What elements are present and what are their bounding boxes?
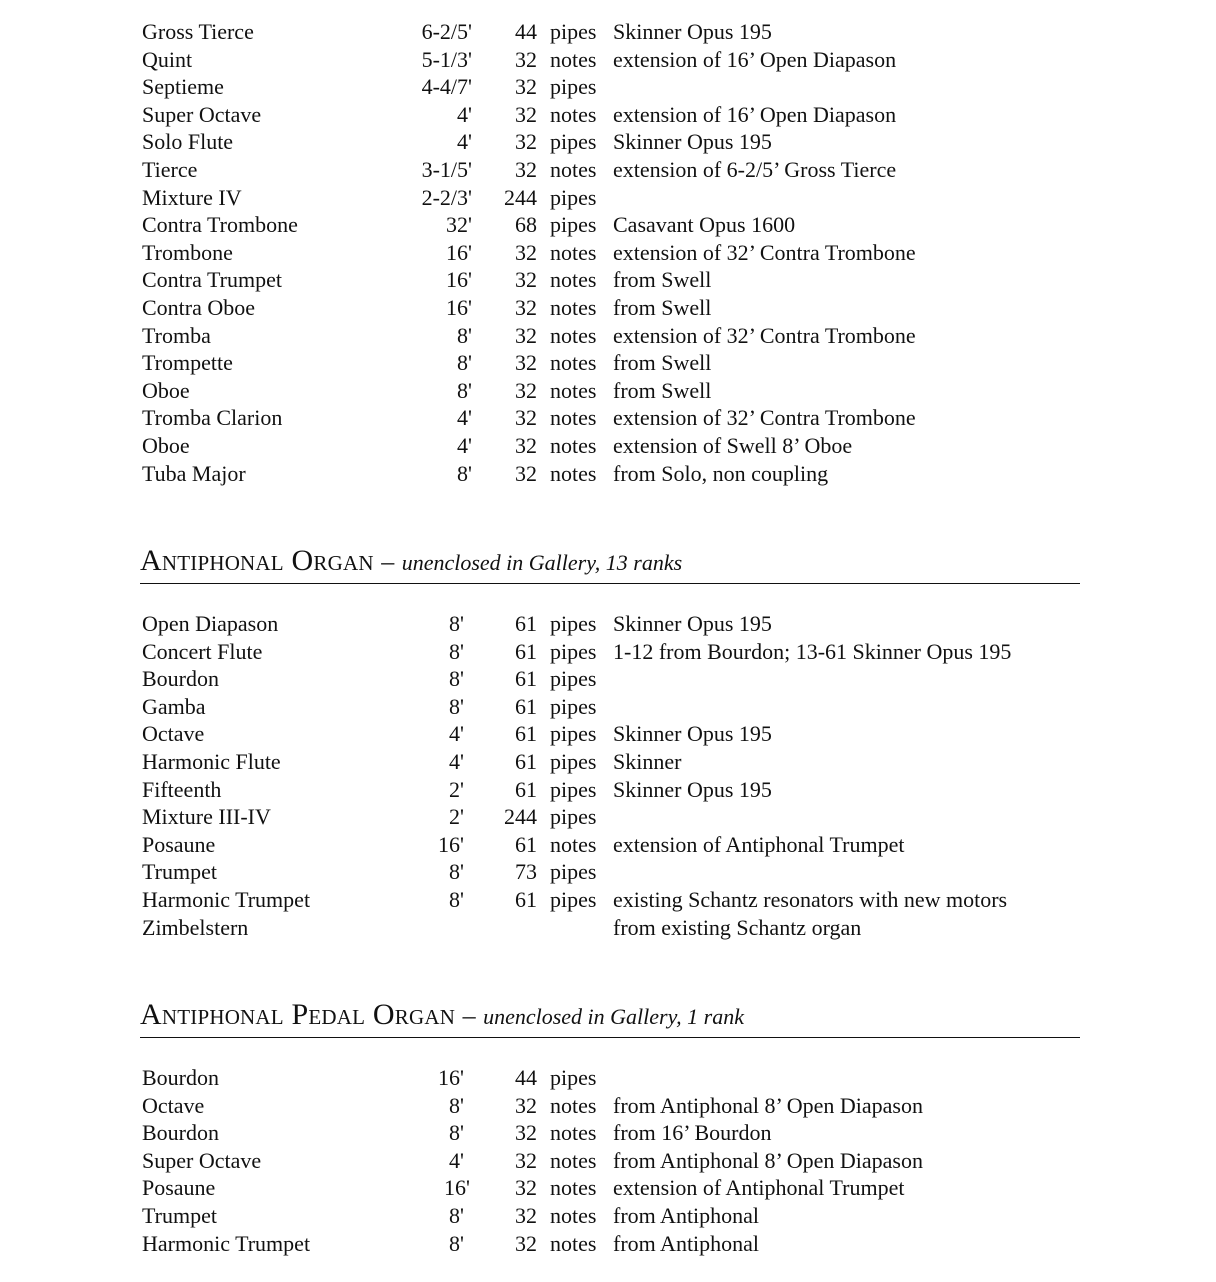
stop-stop: Harmonic Trumpet [142,886,311,912]
pedal-stop-list [142,18,1082,487]
stop-note: extension of Antiphonal Trumpet [613,831,905,857]
stop-count: 68 [515,212,537,238]
stop-note: Skinner Opus 195 [613,611,772,636]
stop-row [142,886,1082,914]
stop-pitch: 4' [449,748,464,774]
stop-pitch: 3-1/5' [421,156,472,182]
stop-unit: pipes [550,19,597,44]
stop-row [142,693,1082,721]
stop-stop: Super Octave [142,1147,262,1173]
stop-count: 32 [515,294,537,320]
section-subtitle: unenclosed in Gallery, 1 rank [483,1004,744,1029]
stop-unit: pipes [550,638,597,664]
stop-count: 32 [515,405,537,431]
stop-note: extension of 32’ Contra Trombone [613,239,916,265]
stop-count: 32 [515,377,537,403]
stop-note: from 16’ Bourdon [613,1120,772,1146]
stop-count: 61 [515,886,537,912]
stop-note: from Solo, non coupling [613,460,829,486]
stop-pitch: 4-4/7' [421,74,472,100]
stop-stop: Trumpet [142,859,217,885]
stop-unit: notes [550,405,597,431]
stop-pitch: 8' [457,460,472,486]
stop-note: from existing Schantz organ [613,914,862,940]
stop-note: from Swell [613,267,712,293]
stop-count: 61 [515,721,537,747]
stop-row [142,720,1082,748]
stop-stop: Mixture IV [142,184,242,210]
stop-pitch: 4' [457,405,472,431]
stop-row [142,638,1082,666]
stop-unit: notes [550,322,597,348]
stop-pitch: 8' [449,886,464,912]
stop-stop: Contra Trombone [142,212,298,238]
stop-row [142,460,1082,488]
stop-row [142,239,1082,267]
stop-count: 32 [515,156,537,182]
stop-unit: notes [550,1202,597,1228]
antiphonal-pedal-organ-stop-list [142,1064,1082,1257]
stop-note: extension of 16’ Open Diapason [613,46,897,72]
stop-unit: pipes [550,721,597,747]
stop-unit: notes [550,377,597,403]
stop-stop: Mixture III-IV [142,804,271,830]
stop-row [142,73,1082,101]
stop-row [142,1202,1082,1230]
stop-note: extension of Antiphonal Trumpet [613,1175,905,1201]
stop-row [142,349,1082,377]
stop-stop: Trompette [142,350,233,376]
stop-pitch: 8' [449,1230,464,1256]
stop-row [142,1230,1082,1258]
stop-unit: pipes [550,804,597,830]
stop-unit: pipes [550,184,597,210]
stop-stop: Harmonic Flute [142,748,281,774]
stop-count: 61 [515,638,537,664]
stop-stop: Quint [142,46,193,72]
stop-stop: Tuba Major [142,460,246,486]
section-title: Antiphonal Organ [140,544,374,577]
stop-pitch: 4' [457,129,472,155]
stop-count: 32 [515,129,537,155]
stop-note: Skinner Opus 195 [613,19,772,44]
stop-count: 32 [515,322,537,348]
stop-pitch: 16' [446,239,472,265]
stop-stop: Fifteenth [142,776,222,802]
stop-pitch: 2' [449,804,464,830]
section-title: Antiphonal Pedal Organ [140,998,456,1031]
stop-row [142,18,1082,46]
stop-pitch: 16' [438,831,464,857]
stop-stop: Tierce [142,156,198,182]
stop-unit: notes [550,101,597,127]
stop-stop: Bourdon [142,1065,219,1090]
stop-pitch: 8' [449,638,464,664]
stop-row [142,748,1082,776]
stop-unit: notes [550,1092,597,1118]
stop-count: 44 [515,19,537,44]
stop-unit: notes [550,294,597,320]
stop-count: 61 [515,611,537,636]
stop-note: extension of 16’ Open Diapason [613,101,897,127]
antiphonal-organ-heading [140,543,1080,584]
stop-row [142,46,1082,74]
stop-note: from Antiphonal 8’ Open Diapason [613,1147,923,1173]
stop-pitch: 16' [446,267,472,293]
stop-count: 244 [504,184,537,210]
stop-unit: pipes [550,212,597,238]
stop-unit: notes [550,1120,597,1146]
stop-stop: Open Diapason [142,611,279,636]
stop-row [142,1174,1082,1202]
stop-count: 32 [515,74,537,100]
stop-pitch: 6-2/5' [421,19,472,44]
stop-count: 32 [515,101,537,127]
stop-stop: Oboe [142,377,190,403]
stop-row [142,266,1082,294]
stop-row [142,610,1082,638]
stop-pitch: 2-2/3' [421,184,472,210]
stop-count: 244 [504,804,537,830]
stop-count: 32 [515,432,537,458]
stop-count: 32 [515,239,537,265]
stop-unit: pipes [550,611,597,636]
stop-count: 32 [515,267,537,293]
stop-row [142,377,1082,405]
stop-unit: notes [550,432,597,458]
stop-note: existing Schantz resonators with new motors [613,886,1008,912]
stop-note: extension of 32’ Contra Trombone [613,405,916,431]
stop-row [142,1147,1082,1175]
stop-row [142,1092,1082,1120]
stop-pitch: 8' [449,859,464,885]
stop-row [142,322,1082,350]
stop-stop: Zimbelstern [142,914,249,940]
antiphonal-organ-stop-list [142,610,1082,941]
stop-unit: pipes [550,1065,597,1090]
stop-stop: Gamba [142,693,206,719]
stop-note: from Swell [613,377,712,403]
stop-pitch: 2' [449,776,464,802]
stop-unit: pipes [550,74,597,100]
stop-stop: Super Octave [142,101,262,127]
stop-stop: Octave [142,1092,205,1118]
stop-count: 32 [515,1147,537,1173]
stop-count: 61 [515,666,537,692]
stop-stop: Concert Flute [142,638,263,664]
stop-count: 44 [515,1065,537,1090]
stop-stop: Contra Oboe [142,294,256,320]
stop-note: from Antiphonal 8’ Open Diapason [613,1092,923,1118]
stop-pitch: 4' [449,1147,464,1173]
stop-pitch: 5-1/3' [421,46,472,72]
stop-stop: Solo Flute [142,129,234,155]
stop-count: 32 [515,350,537,376]
stop-count: 32 [515,460,537,486]
stop-pitch: 8' [457,377,472,403]
stop-pitch: 8' [449,693,464,719]
stop-count: 61 [515,831,537,857]
stop-row [142,156,1082,184]
stop-note: from Antiphonal [613,1202,760,1228]
stop-pitch: 8' [457,322,472,348]
stop-stop: Posaune [142,831,216,857]
stop-row [142,831,1082,859]
stop-unit: notes [550,350,597,376]
stop-pitch: 8' [449,666,464,692]
stop-note: Skinner Opus 195 [613,721,772,747]
stop-count: 32 [515,46,537,72]
stop-pitch: 8' [449,1120,464,1146]
stop-count: 61 [515,748,537,774]
stop-count: 73 [515,859,537,885]
stop-row [142,803,1082,831]
stop-unit: pipes [550,666,597,692]
stop-count: 61 [515,693,537,719]
stop-pitch: 8' [449,611,464,636]
stop-count: 32 [515,1202,537,1228]
stop-pitch: 8' [449,1092,464,1118]
stop-unit: notes [550,1175,597,1201]
stop-pitch: 8' [457,350,472,376]
title-dash: – [381,547,395,576]
stop-count: 61 [515,776,537,802]
stop-stop: Oboe [142,432,190,458]
title-dash: – [462,1001,476,1030]
stop-unit: pipes [550,693,597,719]
stop-row [142,294,1082,322]
stop-row [142,1119,1082,1147]
stop-stop: Trombone [142,239,233,265]
stop-row [142,914,1082,942]
stop-unit: notes [550,1147,597,1173]
stop-stop: Posaune [142,1175,216,1201]
stop-stop: Bourdon [142,1120,219,1146]
stop-stop: Trumpet [142,1202,217,1228]
stop-note: extension of Swell 8’ Oboe [613,432,853,458]
stop-unit: pipes [550,886,597,912]
stop-unit: notes [550,156,597,182]
stop-pitch: 4' [449,721,464,747]
stop-pitch: 4' [457,101,472,127]
stop-unit: notes [550,46,597,72]
stop-unit: notes [550,267,597,293]
stop-unit: notes [550,831,597,857]
stop-row [142,858,1082,886]
stop-pitch: 16' [444,1175,470,1201]
stop-pitch: 8' [449,1202,464,1228]
stop-note: from Swell [613,350,712,376]
stop-pitch: 16' [446,294,472,320]
stop-note: 1-12 from Bourdon; 13-61 Skinner Opus 195 [613,638,1012,664]
stop-note: extension of 6-2/5’ Gross Tierce [613,156,897,182]
stop-note: Casavant Opus 1600 [613,212,796,238]
stop-unit: pipes [550,859,597,885]
stop-unit: pipes [550,748,597,774]
stop-row [142,211,1082,239]
stop-unit: notes [550,460,597,486]
section-subtitle: unenclosed in Gallery, 13 ranks [401,550,683,575]
stop-pitch: 32' [446,212,472,238]
stop-pitch: 16' [438,1065,464,1090]
stop-note: from Swell [613,294,712,320]
stop-stop: Octave [142,721,205,747]
stop-unit: pipes [550,776,597,802]
stop-note: Skinner Opus 195 [613,129,772,155]
stop-row [142,404,1082,432]
stop-count: 32 [515,1120,537,1146]
stop-stop: Tromba [142,322,211,348]
stop-row [142,101,1082,129]
stop-row [142,665,1082,693]
stop-unit: notes [550,1230,597,1256]
stop-count: 32 [515,1092,537,1118]
stop-row [142,184,1082,212]
stop-row [142,128,1082,156]
stop-note: Skinner Opus 195 [613,776,772,802]
stop-stop: Septieme [142,74,224,100]
stop-note: from Antiphonal [613,1230,760,1256]
stop-row [142,1064,1082,1092]
stop-unit: notes [550,239,597,265]
stop-stop: Contra Trumpet [142,267,282,293]
stop-stop: Harmonic Trumpet [142,1230,311,1256]
stop-row [142,776,1082,804]
stop-stop: Bourdon [142,666,219,692]
stop-unit: pipes [550,129,597,155]
stop-note: extension of 32’ Contra Trombone [613,322,916,348]
antiphonal-pedal-organ-heading [140,997,1080,1038]
stop-row [142,432,1082,460]
stop-note: Skinner [613,748,682,774]
stop-count: 32 [515,1230,537,1256]
stop-stop: Tromba Clarion [142,405,283,431]
stop-pitch: 4' [457,432,472,458]
stop-stop: Gross Tierce [142,19,254,44]
stop-count: 32 [515,1175,537,1201]
